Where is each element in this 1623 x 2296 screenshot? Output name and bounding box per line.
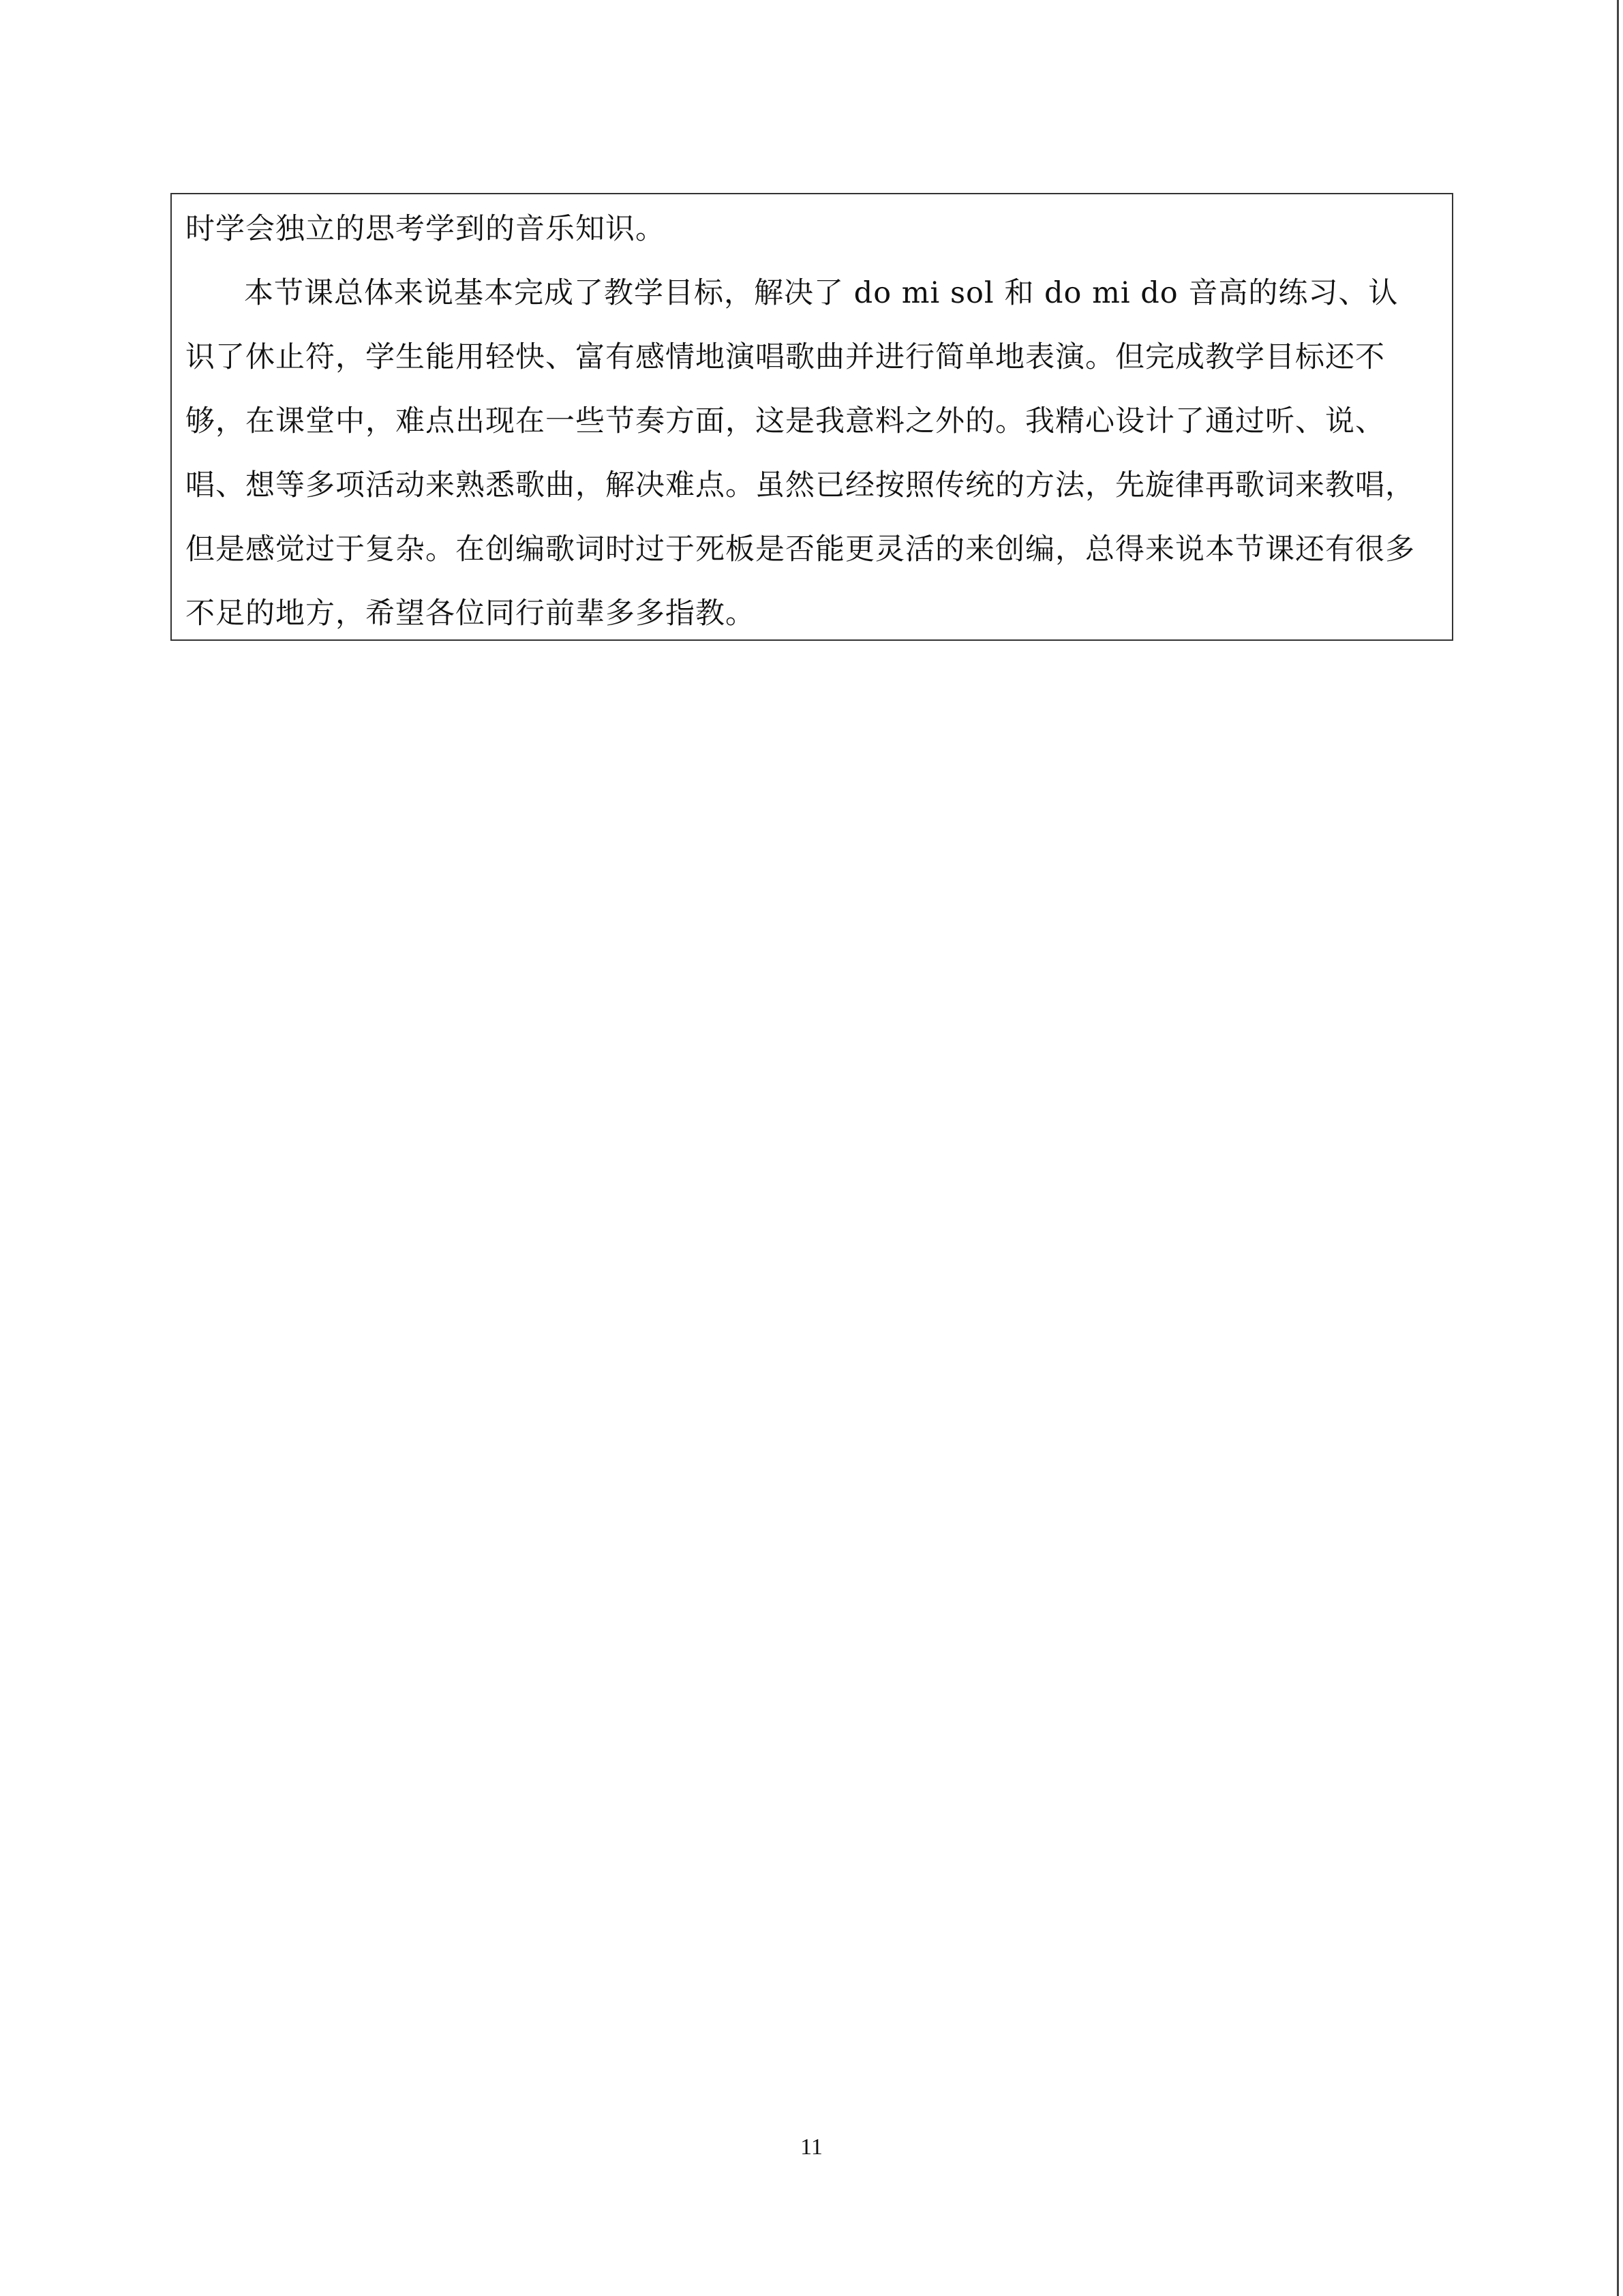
paragraph-continuation: 时学会独立的思考学到的音乐知识。 xyxy=(185,212,665,246)
reflection-text-box xyxy=(170,193,1453,641)
paragraph-summary: 本节课总体来说基本完成了教学目标，解决了 do mi sol 和 do mi do 音高的练习、认识了休止符，学生能用轻快、富有感情地演唱歌曲并进行简单地表演。但完成教学目标还不够，在课堂中，难点出现在一些节奏方面，这是我意料之外的。我精心设计了通过听、说、唱、想等多项活动来熟悉歌曲，解决难点。虽然已经按照传统的方法，先旋律再歌词来教唱，但是感觉过于复杂。在创编歌词时过于死板是否能更灵活的来创编，总得来说本节课还有很多不足的地方，希望各位同行前辈多多指教。 xyxy=(185,276,1415,631)
page-number: 11 xyxy=(800,2134,823,2160)
